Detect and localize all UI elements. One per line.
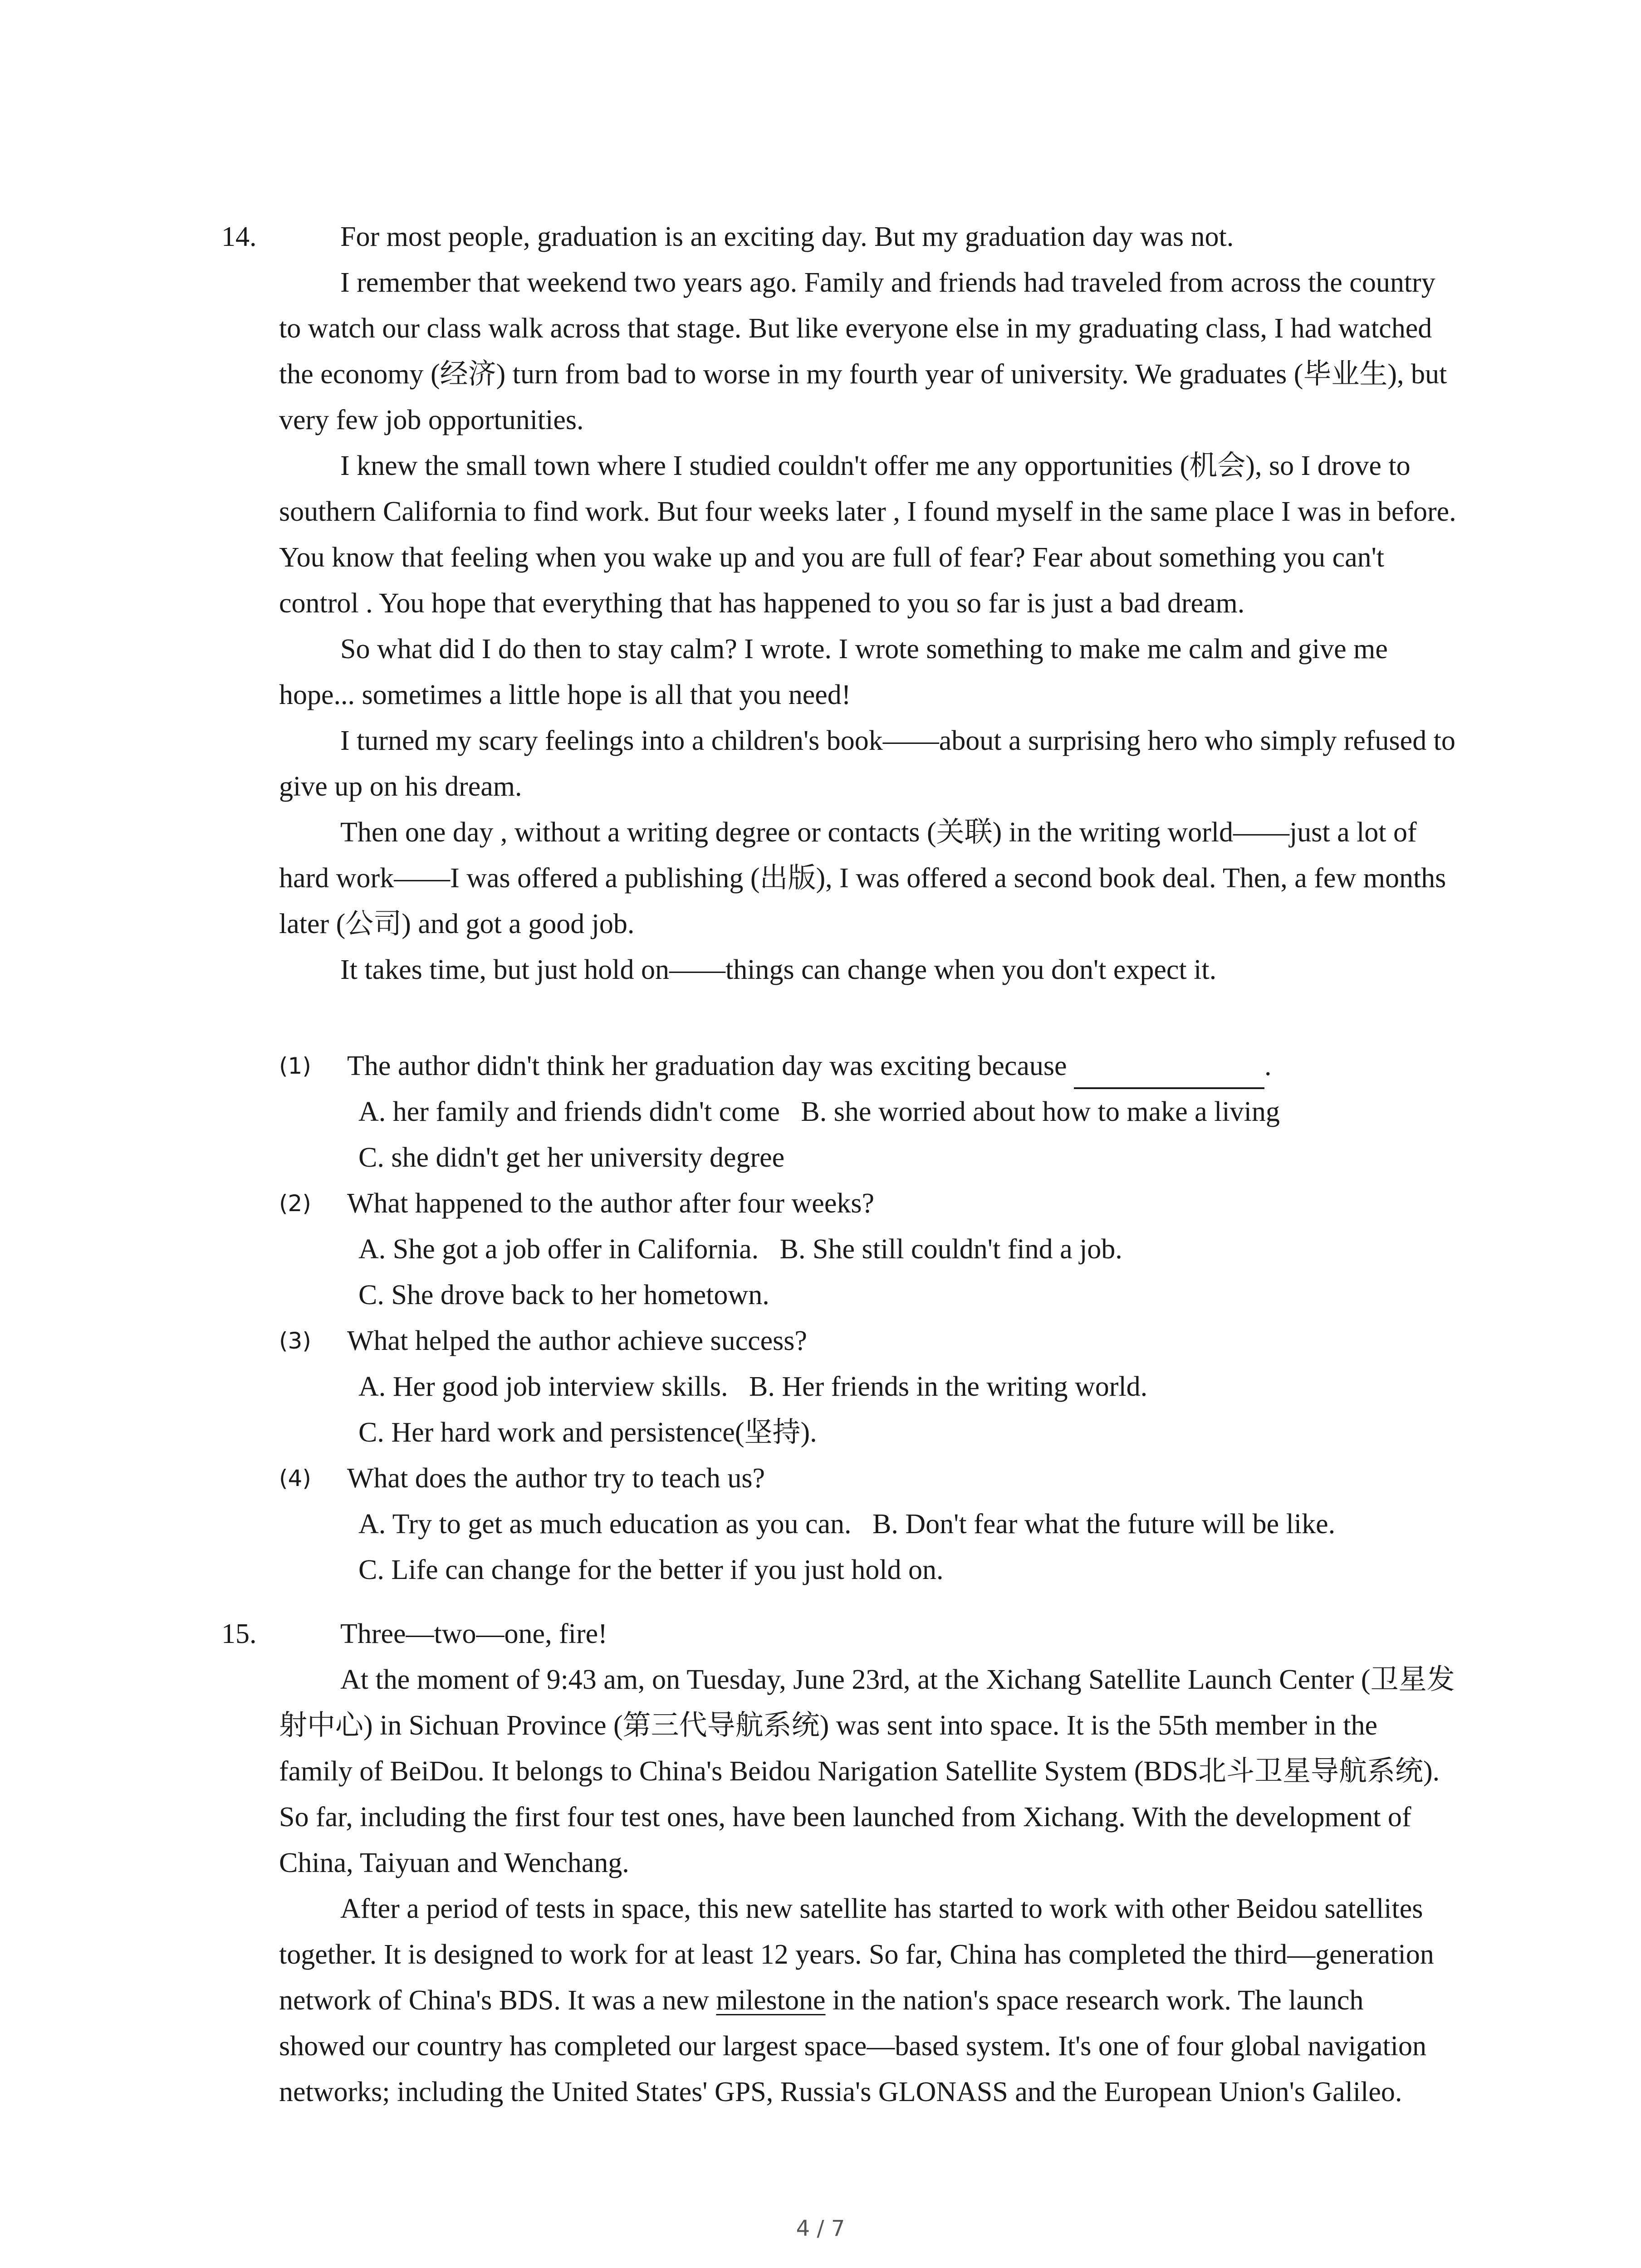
subquestion-end: .: [1264, 1051, 1272, 1081]
subquestion-label: (1): [279, 1053, 311, 1079]
option-line: C. Life can change for the better if you just hold on.: [358, 1554, 944, 1585]
option-line: A. Her good job interview skills. B. Her friends in the writing world.: [358, 1371, 1148, 1402]
answer-blank[interactable]: [1074, 1056, 1264, 1089]
option-line: A. She got a job offer in California. B. She still couldn't find a job.: [358, 1234, 1122, 1265]
passage-14-paragraph-3: I knew the small town where I studied couldn't offer me any opportunities (机会), so I drove to southern California to find work. But four weeks later , I found myself in the same place I was in before. You know that feeling when you wake up and you are full of fear? Fear about something you can't control . You hope that everything that has happened to you so far is just a bad dream.: [279, 450, 1456, 619]
subquestion-text: What happened to the author after four weeks?: [347, 1188, 874, 1219]
subquestion-label: (4): [279, 1465, 311, 1491]
subquestion-1: [279, 1043, 1456, 1181]
subquestion-2: [279, 1181, 1456, 1318]
question-number-14: 14.: [221, 221, 257, 252]
subquestion-text: What does the author try to teach us?: [347, 1463, 765, 1494]
underlined-word: milestone: [716, 1985, 826, 2016]
passage-14: [279, 214, 1456, 993]
subquestion-text: What helped the author achieve success?: [347, 1325, 807, 1356]
passage-14-paragraph-5: I turned my scary feelings into a children's book——about a surprising hero who simply refused to give up on his dream.: [279, 725, 1455, 802]
option-line: C. she didn't get her university degree: [358, 1142, 785, 1173]
paragraph-text-before: After a period of tests in space, this new satellite has started to work with other Beidou satellites together. It is designed to work for at least 12 years. So far, China has completed the third—generation network of China's BDS. It was a new: [279, 1893, 1434, 2016]
subquestion-4: [279, 1456, 1456, 1593]
passage-14-paragraph-2: I remember that weekend two years ago. Family and friends had traveled from across the country to watch our class walk across that stage. But like everyone else in my graduating class, I had watched the economy (经济) turn from bad to worse in my fourth year of university. We graduates (毕业生), but very few job opportunities.: [279, 267, 1447, 435]
option-line: C. She drove back to her hometown.: [358, 1280, 769, 1310]
passage-14-paragraph-4: So what did I do then to stay calm? I wrote. I wrote something to make me calm and give me hope... sometimes a little hope is all that you need!: [279, 634, 1388, 710]
page-number: 4 / 7: [796, 2216, 845, 2241]
passage-15-paragraph-3: [279, 1886, 1456, 2115]
passage-14-paragraph-6: Then one day , without a writing degree or contacts (关联) in the writing world——just a lot of hard work——I was offered a publishing (出版), I was offered a second book deal. Then, a few months later (公司) and got a good job.: [279, 817, 1446, 939]
passage-14-paragraph-1: For most people, graduation is an exciting day. But my graduation day was not.: [340, 221, 1234, 252]
subquestion-text: The author didn't think her graduation day was exciting because: [347, 1051, 1067, 1081]
option-line: A. Try to get as much education as you can. B. Don't fear what the future will be like.: [358, 1509, 1336, 1540]
option-line: C. Her hard work and persistence(坚持).: [358, 1417, 817, 1448]
paragraph-text-after: in the nation's space research work. The launch showed our country has completed our largest space—based system. It's one of four global navigation networks; including the United States' GPS, Russia's GLONASS and the European Union's Galileo.: [279, 1985, 1427, 2107]
question-14-subquestions: [279, 1043, 1456, 1593]
passage-15: [279, 1611, 1456, 2115]
question-number-15: 15.: [221, 1618, 257, 1649]
subquestion-label: (3): [279, 1328, 311, 1354]
passage-15-paragraph-1: Three—two—one, fire!: [340, 1618, 607, 1649]
subquestion-3: [279, 1318, 1456, 1456]
option-line: A. her family and friends didn't come B. she worried about how to make a living: [358, 1096, 1280, 1127]
passage-14-paragraph-7: It takes time, but just hold on——things can change when you don't expect it.: [340, 954, 1217, 985]
passage-15-paragraph-2: At the moment of 9:43 am, on Tuesday, June 23rd, at the Xichang Satellite Launch Center (卫星发射中心) in Sichuan Province (第三代导航系统) was sent into space. It is the 55th member in the family of BeiDou. It belongs to China's Beidou Narigation Satellite System (BDS北斗卫星导航系统). So far, including the first four test ones, have been launched from Xichang. With the development of China, Taiyuan and Wenchang.: [279, 1664, 1455, 1878]
subquestion-label: (2): [279, 1190, 311, 1217]
